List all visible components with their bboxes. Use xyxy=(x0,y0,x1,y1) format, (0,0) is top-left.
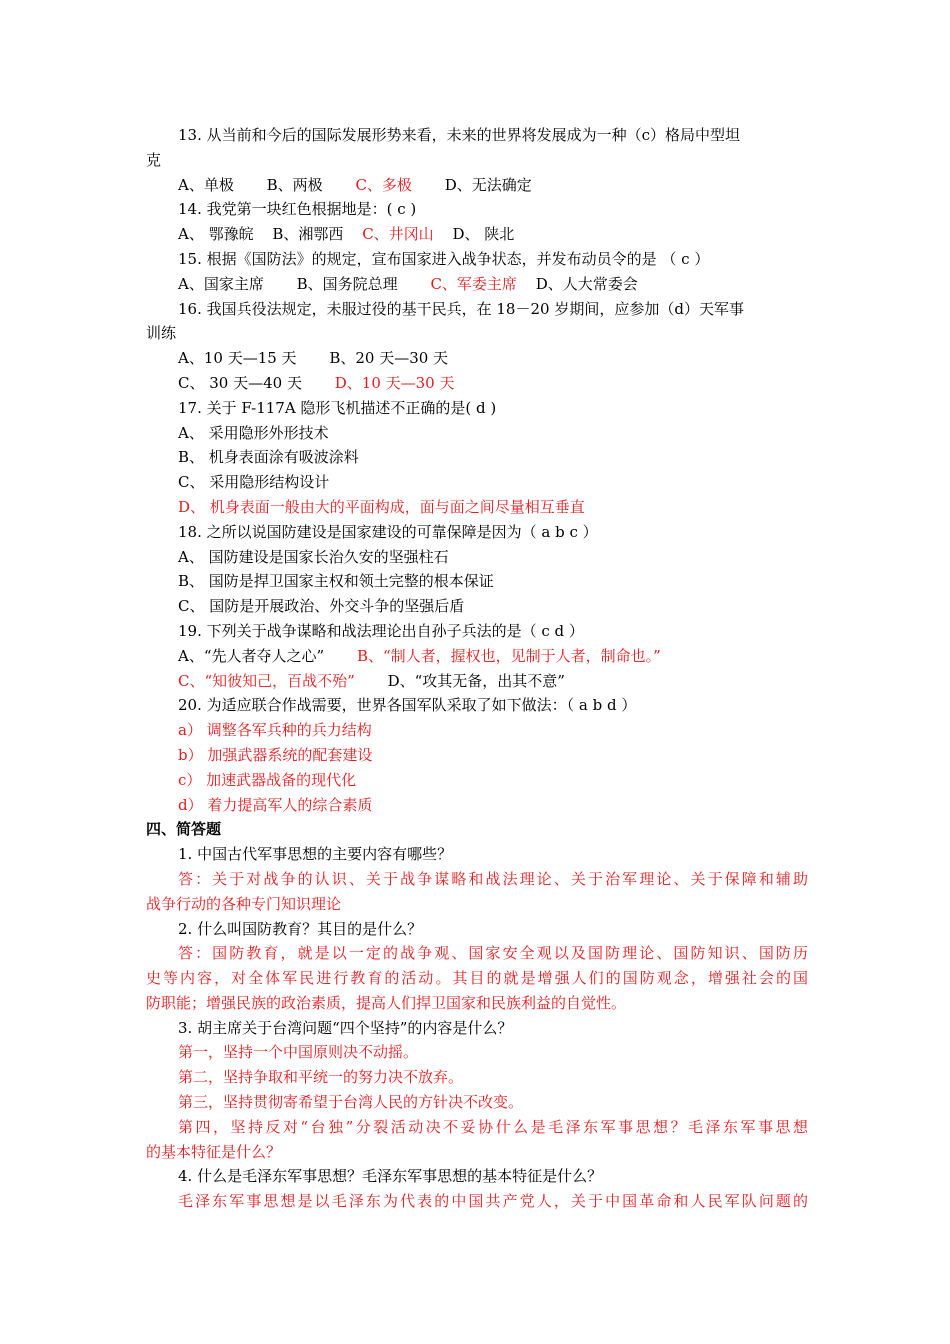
q14-option-d: D、 陕北 xyxy=(452,225,515,244)
q16-options-cd xyxy=(146,371,808,396)
short-q2-answer-line3: 防职能；增强民族的政治素质，提高人们捍卫国家和民族利益的自觉性。 xyxy=(146,993,627,1012)
short-q3-answer-4-cont: 的基本特征是什么？ xyxy=(146,1142,282,1161)
q19-option-c: C、“知彼知己，百战不殆” xyxy=(178,671,355,690)
q16-stem: 16. 我国兵役法规定，未服过役的基干民兵，在 18－20 岁期间，应参加（d）天军事 xyxy=(178,299,744,318)
q13-stem-cont: 克 xyxy=(146,150,162,169)
q18-option-a: A、 国防建设是国家长治久安的坚强柱石 xyxy=(178,547,449,566)
q13-option-a: A、单极 xyxy=(178,175,234,194)
q20-option-a: a） 调整各军兵种的兵力结构 xyxy=(178,721,372,740)
q15-stem: 15. 根据《国防法》的规定，宣布国家进入战争状态，并发布动员令的是 （ c ） xyxy=(178,249,710,268)
section-heading: 四、简答题 xyxy=(146,820,222,839)
short-q2: 2. 什么叫国防教育？其目的是什么？ xyxy=(178,919,423,938)
q19-option-b: B、“制人者，握权也，见制于人者，制命也。” xyxy=(356,646,661,665)
q17-option-d: D、 机身表面一般由大的平面构成，面与面之间尽量相互垂直 xyxy=(178,497,585,516)
q19-option-a: A、“先人者夺人之心” xyxy=(178,646,325,665)
short-q3-answer-4: 第四，坚持反对“台独”分裂活动决不妥协什么是毛泽东军事思想？毛泽东军事思想 xyxy=(178,1117,808,1136)
document-page xyxy=(146,123,808,1214)
q18-option-c: C、 国防是开展政治、外交斗争的坚强后盾 xyxy=(178,597,465,616)
short-q3-answer-3: 第三，坚持贯彻寄希望于台湾人民的方针决不改变。 xyxy=(178,1093,524,1112)
q16-option-d: D、10 天—30 天 xyxy=(334,373,455,392)
q19-options-cd xyxy=(146,669,808,694)
short-q3: 3. 胡主席关于台湾问题“四个坚持”的内容是什么？ xyxy=(178,1018,513,1037)
q14-options xyxy=(146,222,808,247)
q16-stem-cont: 训练 xyxy=(146,324,177,343)
q15-option-c: C、军委主席 xyxy=(430,274,517,293)
q15-option-b: B、国务院总理 xyxy=(296,274,398,293)
short-q1-answer-line1: 答：关于对战争的认识、关于战争谋略和战法理论、关于治军理论、关于保障和辅助 xyxy=(178,869,808,888)
q19-option-d: D、“攻其无备，出其不意” xyxy=(387,671,565,690)
q19-stem: 19. 下列关于战争谋略和战法理论出自孙子兵法的是（ c d ） xyxy=(178,621,584,640)
q20-stem: 20. 为适应联合作战需要，世界各国军队采取了如下做法：（ a b d ） xyxy=(178,696,637,715)
q20-option-c: c） 加速武器战备的现代化 xyxy=(178,770,357,789)
q19-options-ab xyxy=(146,644,808,669)
short-q4-answer-line1: 毛泽东军事思想是以毛泽东为代表的中国共产党人，关于中国革命和人民军队问题的 xyxy=(178,1192,808,1211)
q13-stem: 13. 从当前和今后的国际发展形势来看，未来的世界将发展成为一种（c）格局中型坦 xyxy=(178,126,741,144)
short-q2-answer-line1: 答：国防教育，就是以一定的战争观、国家安全观以及国防理论、国防知识、国防历 xyxy=(178,944,808,963)
short-q3-answer-1: 第一，坚持一个中国原则决不动摇。 xyxy=(178,1043,419,1062)
q16-option-a: A、10 天—15 天 xyxy=(178,349,297,368)
short-q2-answer-line2: 史等内容，对全体军民进行教育的活动。其目的就是增强人们的国防观念，增强社会的国 xyxy=(146,969,808,988)
q20-option-d: d） 着力提高军人的综合素质 xyxy=(178,795,373,814)
q14-option-a: A、 鄂豫皖 xyxy=(178,225,254,244)
q14-stem: 14. 我党第一块红色根据地是：( c ) xyxy=(178,200,417,219)
q13-option-c: C、多极 xyxy=(355,175,412,194)
q14-option-c: C、井冈山 xyxy=(362,225,434,244)
q15-option-a: A、国家主席 xyxy=(178,274,264,293)
q15-options xyxy=(146,272,808,297)
q16-option-c: C、 30 天—40 天 xyxy=(178,373,302,392)
short-q1-answer-line2: 战争行动的各种专门知识理论 xyxy=(146,894,342,913)
q17-option-a: A、 采用隐形外形技术 xyxy=(178,423,329,442)
q18-stem: 18. 之所以说国防建设是国家建设的可靠保障是因为（ a b c ） xyxy=(178,522,598,541)
short-q1: 1. 中国古代军事思想的主要内容有哪些？ xyxy=(178,845,453,864)
q13-option-b: B、两极 xyxy=(266,175,323,194)
short-q4: 4. 什么是毛泽东军事思想？毛泽东军事思想的基本特征是什么？ xyxy=(178,1167,603,1186)
q16-option-b: B、20 天—30 天 xyxy=(329,349,449,368)
q20-option-b: b） 加强武器系统的配套建设 xyxy=(178,745,373,764)
q17-stem: 17. 关于 F-117A 隐形飞机描述不正确的是( d ) xyxy=(178,398,497,417)
q17-option-c: C、 采用隐形结构设计 xyxy=(178,473,330,492)
q13-options xyxy=(146,173,808,198)
q18-option-b: B、 国防是捍卫国家主权和领土完整的根本保证 xyxy=(178,572,494,591)
q16-options-ab xyxy=(146,346,808,371)
q15-option-d: D、人大常委会 xyxy=(535,274,638,293)
q14-option-b: B、湘鄂西 xyxy=(272,225,344,244)
q17-option-b: B、 机身表面涂有吸波涂料 xyxy=(178,448,359,467)
q13-option-d: D、无法确定 xyxy=(444,175,532,194)
short-q3-answer-2: 第二，坚持争取和平统一的努力决不放弃。 xyxy=(178,1068,464,1087)
